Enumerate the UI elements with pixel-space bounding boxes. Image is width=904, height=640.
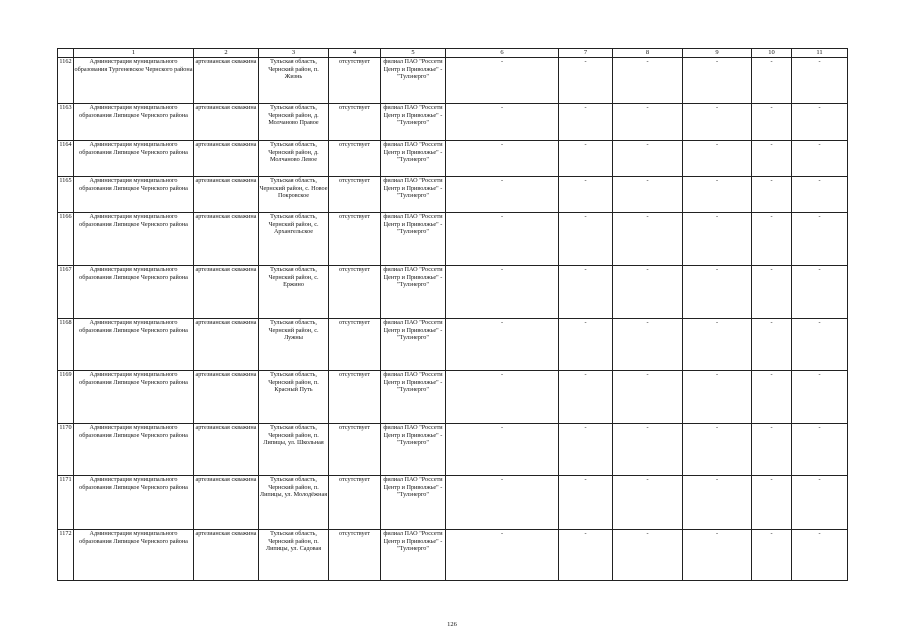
table-row <box>58 319 848 371</box>
col8-cell: - <box>613 424 683 476</box>
table-row <box>58 141 848 177</box>
col10-cell: - <box>752 371 792 424</box>
col11-cell: - <box>792 476 848 530</box>
row-number-cell: 1170 <box>58 424 74 476</box>
owner-cell: Администрация муниципального образования Тургеневское Чернского района <box>74 58 194 104</box>
operator-cell: филиал ПАО "Россети Центр и Приволжье" - "Тулэнерго" <box>381 530 446 581</box>
col6-cell: - <box>446 177 559 213</box>
header-cell: 4 <box>329 49 381 58</box>
operator-cell: филиал ПАО "Россети Центр и Приволжье" - "Тулэнерго" <box>381 177 446 213</box>
row-number-cell: 1162 <box>58 58 74 104</box>
col6-cell: - <box>446 371 559 424</box>
col6-cell: - <box>446 476 559 530</box>
header-cell: 10 <box>752 49 792 58</box>
col8-cell: - <box>613 141 683 177</box>
owner-cell: Администрация муниципального образования Липицкое Чернского района <box>74 104 194 141</box>
col7-cell: - <box>559 530 613 581</box>
row-number-cell: 1166 <box>58 213 74 266</box>
col8-cell: - <box>613 177 683 213</box>
header-cell: 7 <box>559 49 613 58</box>
operator-cell: филиал ПАО "Россети Центр и Приволжье" - "Тулэнерго" <box>381 266 446 319</box>
col10-cell: - <box>752 177 792 213</box>
col8-cell: - <box>613 476 683 530</box>
table-body <box>58 58 848 581</box>
operator-cell: филиал ПАО "Россети Центр и Приволжье" - "Тулэнерго" <box>381 213 446 266</box>
status-cell: отсутствует <box>329 141 381 177</box>
location-cell: Тульская область, Чернский район, п. Липицы, ул. Школьная <box>259 424 329 476</box>
row-number-cell: 1165 <box>58 177 74 213</box>
col10-cell: - <box>752 266 792 319</box>
col11-cell: - <box>792 104 848 141</box>
location-cell: Тульская область, Чернский район, п. Жизнь <box>259 58 329 104</box>
type-cell: артезианская скважина <box>194 177 259 213</box>
col9-cell: - <box>683 58 752 104</box>
status-cell: отсутствует <box>329 177 381 213</box>
col11-cell: - <box>792 58 848 104</box>
header-cell-blank <box>58 49 74 58</box>
col11-cell: - <box>792 424 848 476</box>
col8-cell: - <box>613 371 683 424</box>
col8-cell: - <box>613 104 683 141</box>
header-cell: 1 <box>74 49 194 58</box>
col10-cell: - <box>752 104 792 141</box>
col7-cell: - <box>559 266 613 319</box>
col11-cell: - <box>792 266 848 319</box>
col7-cell: - <box>559 141 613 177</box>
operator-cell: филиал ПАО "Россети Центр и Приволжье" - "Тулэнерго" <box>381 141 446 177</box>
type-cell: артезианская скважина <box>194 104 259 141</box>
status-cell: отсутствует <box>329 371 381 424</box>
col6-cell: - <box>446 58 559 104</box>
col7-cell: - <box>559 104 613 141</box>
header-row <box>58 49 848 58</box>
operator-cell: филиал ПАО "Россети Центр и Приволжье" - "Тулэнерго" <box>381 319 446 371</box>
status-cell: отсутствует <box>329 58 381 104</box>
location-cell: Тульская область, Чернский район, п. Красный Путь <box>259 371 329 424</box>
col6-cell: - <box>446 319 559 371</box>
col8-cell: - <box>613 530 683 581</box>
col11-cell: - <box>792 319 848 371</box>
col8-cell: - <box>613 266 683 319</box>
owner-cell: Администрация муниципального образования Липицкое Чернского района <box>74 476 194 530</box>
header-cell: 5 <box>381 49 446 58</box>
operator-cell: филиал ПАО "Россети Центр и Приволжье" - "Тулэнерго" <box>381 424 446 476</box>
col10-cell: - <box>752 213 792 266</box>
operator-cell: филиал ПАО "Россети Центр и Приволжье" - "Тулэнерго" <box>381 104 446 141</box>
owner-cell: Администрация муниципального образования Липицкое Чернского района <box>74 319 194 371</box>
location-cell: Тульская область, Чернский район, п. Липицы, ул. Садовая <box>259 530 329 581</box>
location-cell: Тульская область, Чернский район, с. Архангельское <box>259 213 329 266</box>
col9-cell: - <box>683 476 752 530</box>
table-row <box>58 530 848 581</box>
col10-cell: - <box>752 530 792 581</box>
status-cell: отсутствует <box>329 476 381 530</box>
col11-cell: - <box>792 371 848 424</box>
table-row <box>58 266 848 319</box>
type-cell: артезианская скважина <box>194 213 259 266</box>
status-cell: отсутствует <box>329 424 381 476</box>
col7-cell: - <box>559 371 613 424</box>
row-number-cell: 1168 <box>58 319 74 371</box>
row-number-cell: 1164 <box>58 141 74 177</box>
table-row <box>58 58 848 104</box>
table-row <box>58 371 848 424</box>
owner-cell: Администрация муниципального образования Липицкое Чернского района <box>74 424 194 476</box>
col7-cell: - <box>559 424 613 476</box>
status-cell: отсутствует <box>329 104 381 141</box>
col10-cell: - <box>752 58 792 104</box>
type-cell: артезианская скважина <box>194 476 259 530</box>
col7-cell: - <box>559 177 613 213</box>
col10-cell: - <box>752 424 792 476</box>
col9-cell: - <box>683 319 752 371</box>
col9-cell: - <box>683 141 752 177</box>
col6-cell: - <box>446 213 559 266</box>
type-cell: артезианская скважина <box>194 58 259 104</box>
col11-cell: - <box>792 213 848 266</box>
col6-cell: - <box>446 266 559 319</box>
table-row <box>58 476 848 530</box>
table-row <box>58 424 848 476</box>
operator-cell: филиал ПАО "Россети Центр и Приволжье" - "Тулэнерго" <box>381 476 446 530</box>
col6-cell: - <box>446 104 559 141</box>
registry-table <box>57 48 848 581</box>
owner-cell: Администрация муниципального образования Липицкое Чернского района <box>74 371 194 424</box>
col9-cell: - <box>683 266 752 319</box>
header-cell: 8 <box>613 49 683 58</box>
operator-cell: филиал ПАО "Россети Центр и Приволжье" - "Тулэнерго" <box>381 58 446 104</box>
type-cell: артезианская скважина <box>194 266 259 319</box>
type-cell: артезианская скважина <box>194 424 259 476</box>
col9-cell: - <box>683 177 752 213</box>
location-cell: Тульская область, Чернский район, с. Ержино <box>259 266 329 319</box>
owner-cell: Администрация муниципального образования Липицкое Чернского района <box>74 177 194 213</box>
col10-cell: - <box>752 319 792 371</box>
location-cell: Тульская область, Чернский район, с. Новое Покровское <box>259 177 329 213</box>
col10-cell: - <box>752 476 792 530</box>
type-cell: артезианская скважина <box>194 530 259 581</box>
col9-cell: - <box>683 424 752 476</box>
table-row <box>58 104 848 141</box>
col6-cell: - <box>446 530 559 581</box>
col9-cell: - <box>683 104 752 141</box>
status-cell: отсутствует <box>329 266 381 319</box>
status-cell: отсутствует <box>329 319 381 371</box>
owner-cell: Администрация муниципального образования Липицкое Чернского района <box>74 530 194 581</box>
type-cell: артезианская скважина <box>194 319 259 371</box>
header-cell: 3 <box>259 49 329 58</box>
header-cell: 9 <box>683 49 752 58</box>
owner-cell: Администрация муниципального образования Липицкое Чернского района <box>74 213 194 266</box>
col6-cell: - <box>446 141 559 177</box>
page-number: 126 <box>447 621 457 628</box>
header-cell: 2 <box>194 49 259 58</box>
table-row <box>58 213 848 266</box>
owner-cell: Администрация муниципального образования Липицкое Чернского района <box>74 266 194 319</box>
location-cell: Тульская область, Чернский район, с. Лужны <box>259 319 329 371</box>
col10-cell: - <box>752 141 792 177</box>
col8-cell: - <box>613 58 683 104</box>
col7-cell: - <box>559 319 613 371</box>
col9-cell: - <box>683 371 752 424</box>
col7-cell: - <box>559 213 613 266</box>
type-cell: артезианская скважина <box>194 141 259 177</box>
row-number-cell: 1163 <box>58 104 74 141</box>
header-cell: 6 <box>446 49 559 58</box>
status-cell: отсутствует <box>329 530 381 581</box>
location-cell: Тульская область, Чернский район, д. Молчаново Правое <box>259 104 329 141</box>
col6-cell: - <box>446 424 559 476</box>
col11-cell: - <box>792 177 848 213</box>
col11-cell: - <box>792 141 848 177</box>
col11-cell: - <box>792 530 848 581</box>
header-cell: 11 <box>792 49 848 58</box>
col7-cell: - <box>559 476 613 530</box>
col8-cell: - <box>613 213 683 266</box>
col9-cell: - <box>683 530 752 581</box>
type-cell: артезианская скважина <box>194 371 259 424</box>
table-row <box>58 177 848 213</box>
col9-cell: - <box>683 213 752 266</box>
operator-cell: филиал ПАО "Россети Центр и Приволжье" - "Тулэнерго" <box>381 371 446 424</box>
row-number-cell: 1169 <box>58 371 74 424</box>
location-cell: Тульская область, Чернский район, д. Молчаново Левое <box>259 141 329 177</box>
location-cell: Тульская область, Чернский район, п. Липицы, ул. Молодёжная <box>259 476 329 530</box>
col8-cell: - <box>613 319 683 371</box>
row-number-cell: 1167 <box>58 266 74 319</box>
row-number-cell: 1172 <box>58 530 74 581</box>
status-cell: отсутствует <box>329 213 381 266</box>
col7-cell: - <box>559 58 613 104</box>
owner-cell: Администрация муниципального образования Липицкое Чернского района <box>74 141 194 177</box>
row-number-cell: 1171 <box>58 476 74 530</box>
